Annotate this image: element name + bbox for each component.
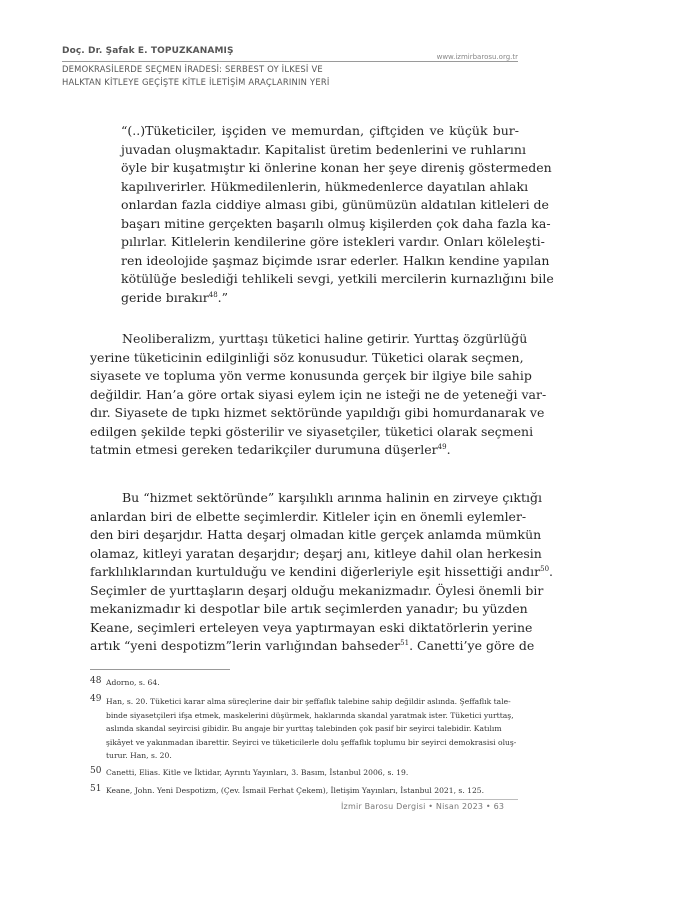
- text-line-last: [90, 441, 519, 460]
- block-quote: [121, 122, 554, 307]
- footnote-line: şikâyet ve yakınmadan ibarettir. Seyirci ve tüketicilerle dolu şeffaflık toplumu bir seyirci demokrasisi oluş-: [106, 737, 517, 747]
- footnote-number: 49: [90, 694, 102, 704]
- footnote-line: Keane, John. Yeni Despotizm, (Çev. İsmail Ferhat Çekem), İletişim Yayınları, İstanbul 2021, s. 125.: [106, 786, 485, 795]
- text-line: öyle bir kuşatmıştır ki önlerine konan her şeye direniş göstermeden: [121, 160, 552, 175]
- text-line: den biri deşarjdır. Hatta deşarj olmadan kitle gerçek anlamda mümkün: [90, 527, 542, 542]
- page-footer: İzmir Barosu Dergisi • Nisan 2023 • 63: [341, 802, 505, 811]
- footnote-line: aslında skandal seyircisi gibidir. Bu angaje bir yurttaş talebinden çok pasif bir seyirci talebidir. Katılım: [106, 724, 502, 733]
- footnote-51: [90, 784, 520, 798]
- header-author: Doç. Dr. Şafak E. TOPUZKANAMIŞ: [62, 46, 234, 56]
- text-line: juvadan oluşmaktadır. Kapitalist üretim bedenlerini ve ruhlarını: [121, 141, 526, 157]
- footnote-number: 48: [90, 676, 102, 686]
- text-line: dır. Siyasete de tıpkı hizmet sektöründe yapıldığı gibi homurdanarak ve: [90, 405, 545, 420]
- paragraph-neoliberalism: [90, 330, 547, 460]
- footnote-48: [90, 676, 520, 690]
- footnote-ref[interactable]: 50: [540, 564, 550, 573]
- footnote-line: turur. Han, s. 20.: [106, 751, 172, 760]
- text-line: anlardan biri de elbette seçimlerdir. Kitleler için en önemli eylemler-: [90, 508, 527, 524]
- text-line: ren ideolojide şaşmaz biçimde ısrar ederler. Halkın kendine yapılan: [121, 252, 550, 268]
- text-line: Keane, seçimleri erteleyen veya yaptırmayan eski diktatörlerin yerine: [90, 619, 533, 635]
- header-article-title: [62, 63, 422, 89]
- text-line: siyasete ve topluma yön verme konusunda gerçek bir ilgiye bile sahip: [90, 368, 532, 383]
- text-line: başarı mitine gerçekten başarılı olmuş kişilerden çok daha fazla ka-: [121, 215, 551, 231]
- footnote-line: Canetti, Elias. Kitle ve İktidar, Ayrıntı Yayınları, 3. Basım, İstanbul 2006, s. 19.: [106, 768, 409, 777]
- footnote-text: [106, 676, 520, 690]
- footnote-number: 51: [90, 784, 102, 794]
- footnote-line: Adorno, s. 64.: [106, 678, 160, 687]
- text-line: mekanizmadır ki despotlar bile artık seçimlerden yanadır; bu yüzden: [90, 601, 528, 616]
- text-fragment: .”: [217, 289, 229, 305]
- text-fragment: farklılıklarından kurtulduğu ve kendini diğerleriyle eşit hissettiği andır: [90, 564, 541, 579]
- header-website: www.izmirbarosu.org.tr: [436, 53, 518, 61]
- text-line: “(..)Tüketiciler, işçiden ve memurdan, çiftçiden ve küçük bur-: [121, 123, 519, 138]
- text-fragment: artık “yeni despotizm”lerin varlığından bahseder: [90, 638, 401, 653]
- footnote-ref[interactable]: 49: [437, 442, 447, 451]
- footnote-line: Han, s. 20. Tüketici karar alma süreçlerine dair bir şeffaflık talebine sahip değildir aslında. Şeffaflık tale-: [106, 697, 511, 706]
- footnote-line: binde siyasetçileri ifşa etmek, maskelerini düşürmek, haklarında skandal yaratmak ister. Tüketici yurttaş,: [106, 710, 514, 720]
- text-line: olamaz, kitleyi yaratan deşarjdır; deşarj anı, kitleye dahil olan herkesin: [90, 545, 542, 561]
- footnote-50: [90, 766, 520, 780]
- footnote-text: [106, 766, 520, 780]
- text-line: Bu “hizmet sektöründe” karşılıklı arınma halinin en zirveye çıktığı: [122, 490, 543, 505]
- text-line: değildir. Han’a göre ortak siyasi eylem için ne isteği ne de yeteneği var-: [90, 386, 547, 402]
- text-line: kapılıverirler. Hükmedilenlerin, hükmedenlerce dayatılan ahlakı: [121, 178, 529, 194]
- footnote-separator: [90, 669, 230, 670]
- footnote-ref[interactable]: 48: [208, 290, 218, 299]
- text-fragment: .: [549, 564, 554, 579]
- header-title-line: HALKTAN KİTLEYE GEÇİŞTE KİTLE İLETİŞİM ARAÇLARININ YERİ: [62, 77, 330, 87]
- header-title-line: DEMOKRASİLERDE SEÇMEN İRADESİ: SERBEST OY İLKESİ VE: [62, 64, 323, 74]
- footnote-49: [90, 695, 520, 763]
- text-line: edilgen şekilde tepki gösterilir ve siyasetçiler, tüketici olarak seçmeni: [90, 423, 534, 439]
- text-fragment: geride bırakır: [121, 289, 209, 305]
- footnote-text: [106, 695, 520, 763]
- text-line: Neoliberalizm, yurttaşı tüketici haline getirir. Yurttaş özgürlüğü: [122, 331, 528, 346]
- footnote-number: 50: [90, 766, 102, 776]
- text-fragment: .: [446, 442, 451, 457]
- paragraph-elections: [90, 489, 554, 656]
- text-line: kötülüğe beslediği tehlikeli sevgi, yetkili mercilerin kurnazlığını bile: [121, 271, 554, 286]
- text-line-last: [121, 289, 519, 308]
- text-line: [90, 563, 554, 582]
- text-line: pılırlar. Kitlelerin kendilerine göre istekleri vardır. Onları köleleşti-: [121, 234, 545, 249]
- text-line: onlardan fazla ciddiye alması gibi, günümüzün aldatılan kitleleri de: [121, 197, 549, 212]
- header-rule: [62, 61, 518, 62]
- text-line: Seçimler de yurttaşların deşarj olduğu mekanizmadır. Öylesi önemli bir: [90, 582, 544, 598]
- text-line-last: [90, 637, 535, 656]
- text-fragment: . Canetti’ye göre de: [409, 638, 535, 653]
- text-fragment: tatmin etmesi gereken tedarikçiler durumuna düşerler: [90, 442, 438, 457]
- footer-rule: [420, 799, 518, 800]
- footnote-text: [106, 784, 520, 798]
- text-line: yerine tüketicinin edilginliği söz konusudur. Tüketici olarak seçmen,: [90, 349, 524, 365]
- footnote-ref[interactable]: 51: [400, 638, 410, 647]
